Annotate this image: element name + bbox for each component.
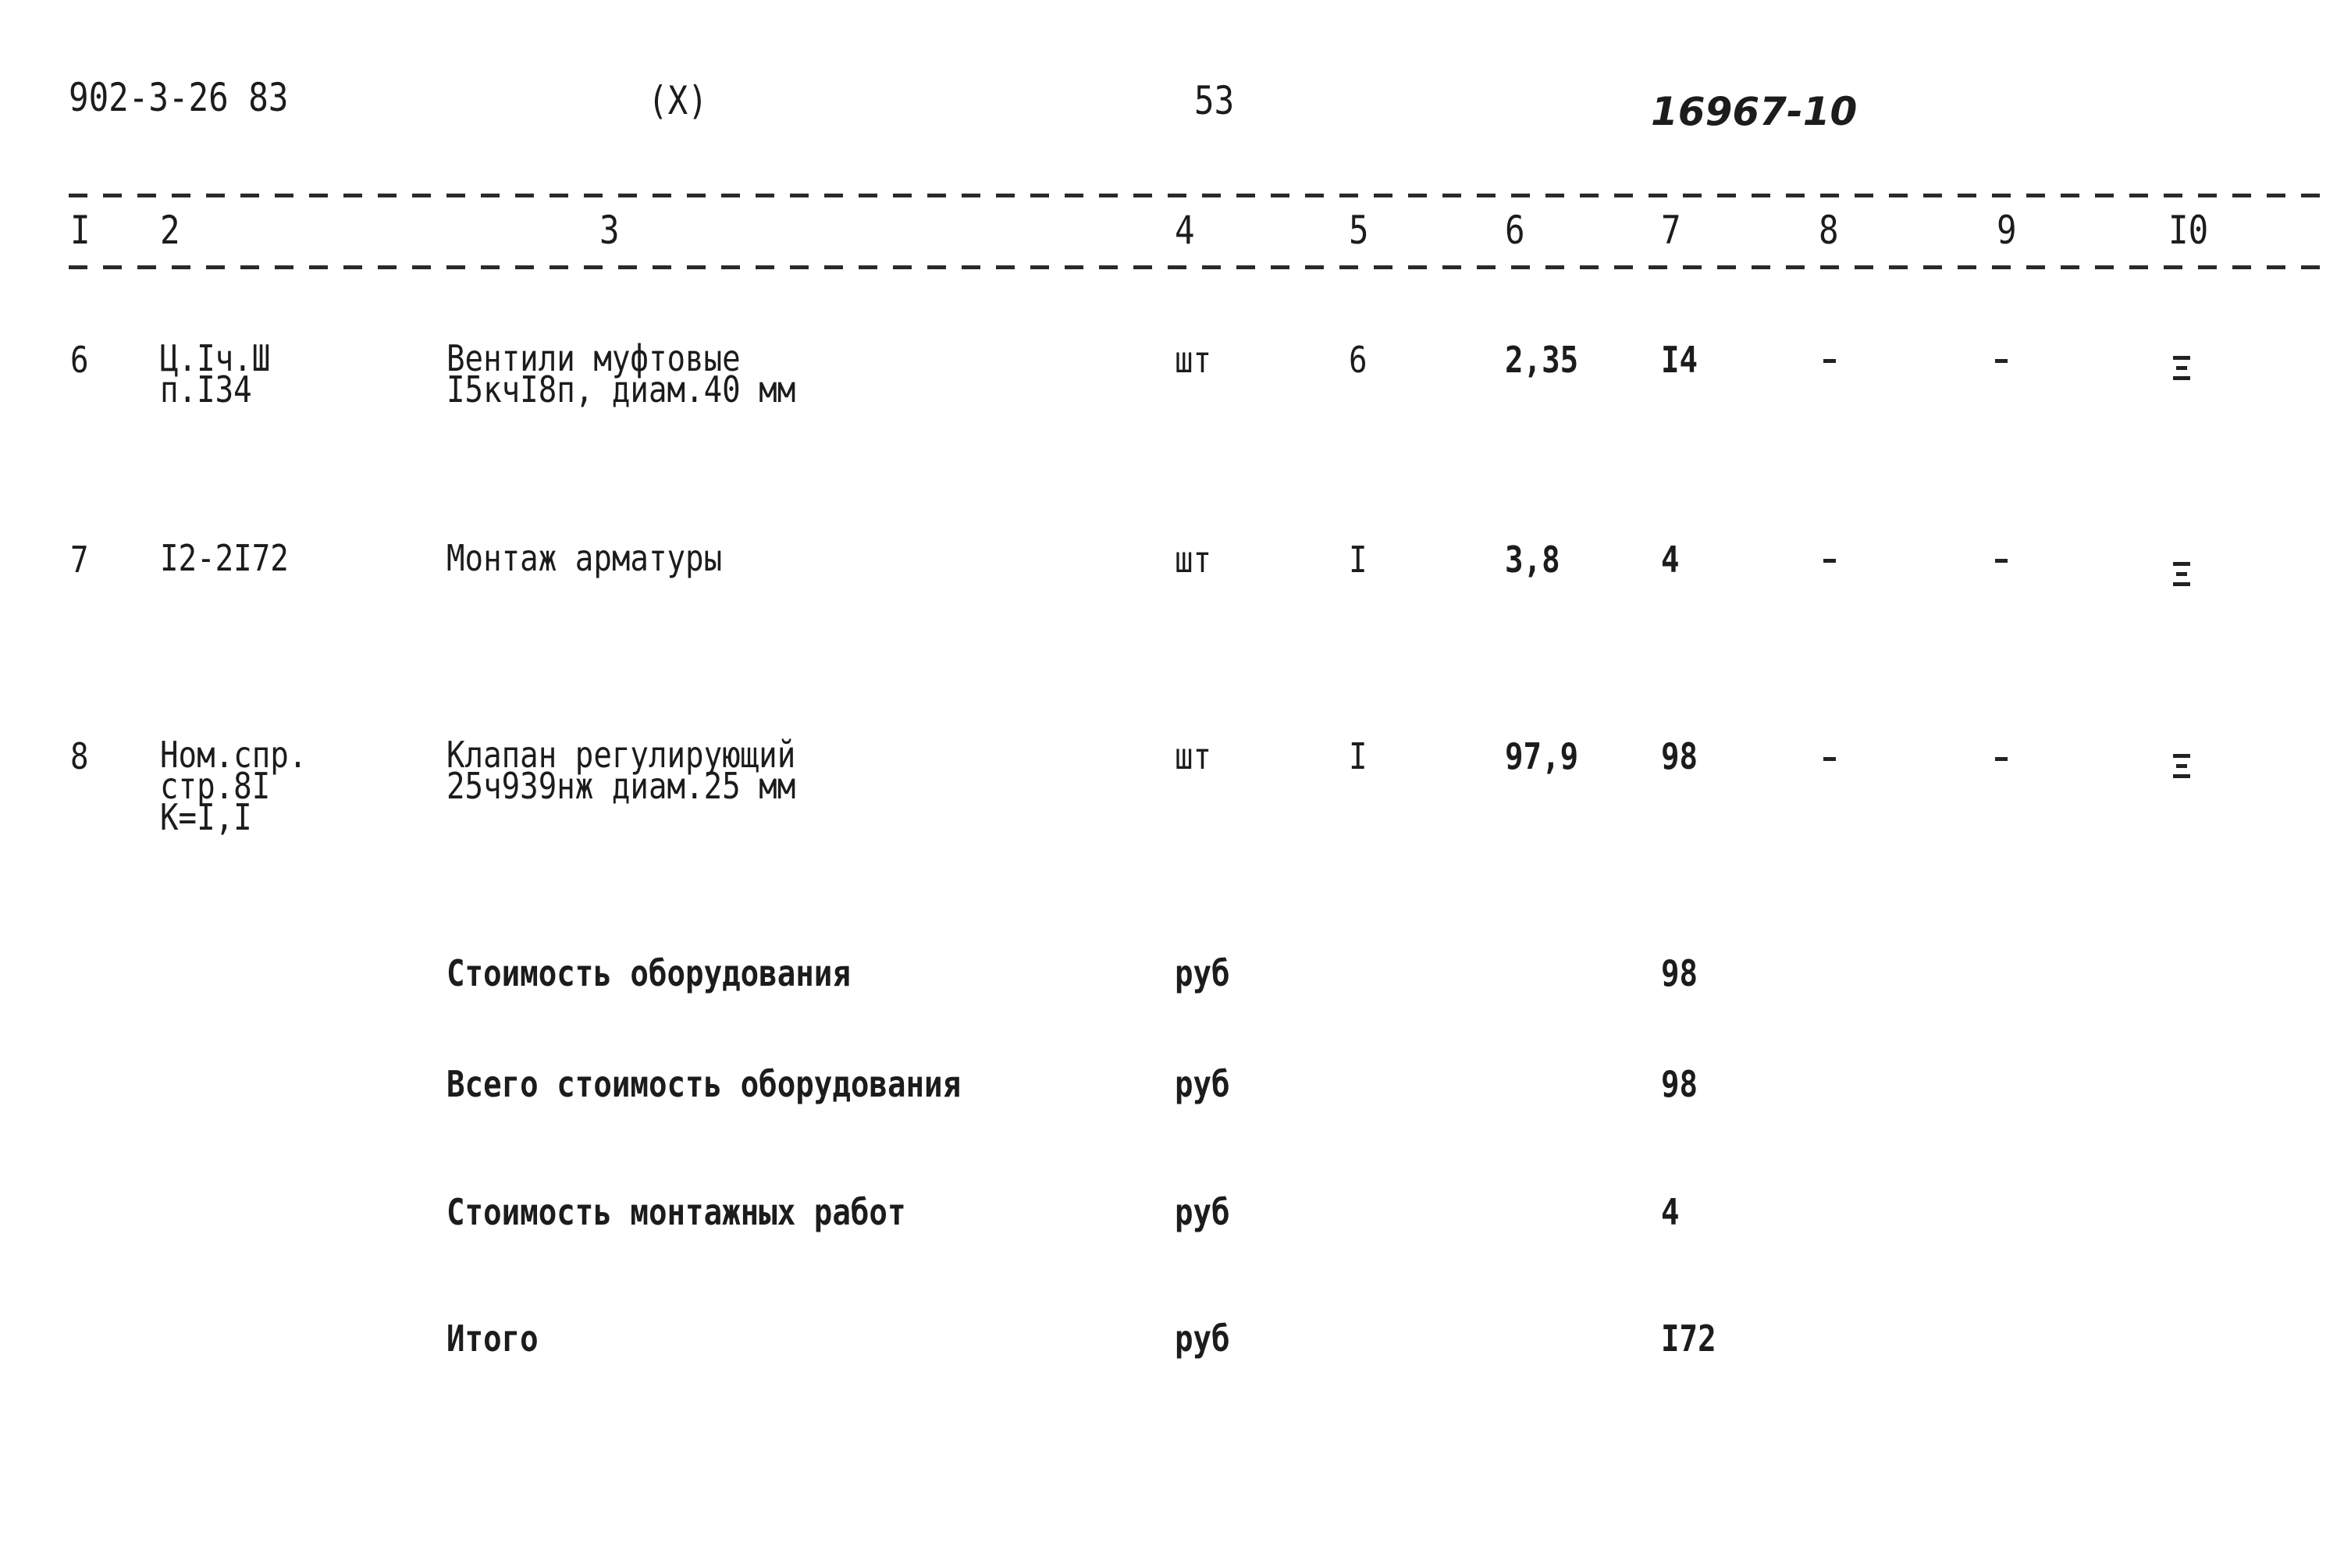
header-bottom-rule [69,265,2324,269]
row-6-number: 6 [70,339,89,381]
row-8-name-line2: 25ч939нж диам.25 мм [446,765,796,807]
row-6-qty: 6 [1349,339,1368,381]
row-6-name-line2: I5кчI8п, диам.40 мм [446,368,796,411]
row-6-code-line2: п.I34 [160,368,252,411]
row-8-total: 98 [1661,735,1698,777]
row-7-total: 4 [1661,539,1680,581]
row-8-unit: шт [1175,735,1212,777]
summary-value-2: 98 [1661,1063,1698,1105]
row-7-unit: шт [1175,539,1212,581]
row-8-code-line1: Ном.спр. [160,734,308,776]
summary-unit-3: руб [1175,1191,1230,1233]
col-header-8: 8 [1819,208,1839,253]
row-7-col8-dash [1823,559,1836,563]
col-header-7: 7 [1661,208,1681,253]
archive-number: 16967-10 [1651,89,1858,134]
summary-value-3: 4 [1661,1191,1680,1233]
row-7-qty: I [1349,539,1368,581]
row-8-price: 97,9 [1505,735,1579,777]
summary-label-1: Стоимость оборудования [446,952,851,994]
summary-label-3: Стоимость монтажных работ [446,1191,906,1233]
row-7-col10-ditto [2173,562,2190,592]
section-label: (X) [648,78,708,123]
col-header-3: 3 [599,208,620,253]
col-header-2: 2 [160,208,180,253]
page-number: 53 [1194,78,1235,123]
summary-label-4: Итого [446,1317,539,1360]
row-6-price: 2,35 [1505,339,1579,381]
row-8-code-line3: К=I,I [160,796,252,838]
row-7-price: 3,8 [1505,539,1560,581]
row-6-unit: шт [1175,339,1212,381]
row-6-col9-dash [1995,359,2008,363]
summary-value-4: I72 [1661,1317,1716,1360]
row-8-col10-ditto [2173,754,2190,784]
col-header-4: 4 [1175,208,1195,253]
row-6-name-line1: Вентили муфтовые [446,337,741,379]
row-8-number: 8 [70,735,89,777]
row-6-col8-dash [1823,359,1836,363]
col-header-1: I [70,208,91,253]
summary-value-1: 98 [1661,952,1698,994]
col-header-9: 9 [1997,208,2017,253]
row-7-number: 7 [70,539,89,581]
col-header-5: 5 [1349,208,1369,253]
row-8-name-line1: Клапан регулирующий [446,734,796,776]
row-7-name-line1: Монтаж арматуры [446,537,723,579]
row-7-col9-dash [1995,559,2008,563]
row-8-col8-dash [1823,757,1836,761]
summary-unit-1: руб [1175,952,1230,994]
row-8-code-line2: стр.8I [160,765,271,807]
summary-unit-4: руб [1175,1317,1230,1360]
row-6-col10-ditto [2173,356,2190,386]
summary-label-2: Всего стоимость оборудования [446,1063,962,1105]
row-8-col9-dash [1995,757,2008,761]
summary-unit-2: руб [1175,1063,1230,1105]
col-header-6: 6 [1505,208,1525,253]
row-6-total: I4 [1661,339,1698,381]
row-6-code-line1: Ц.Iч.Ш [160,337,271,379]
col-header-10: I0 [2168,208,2209,253]
row-7-code-line1: I2-2I72 [160,537,289,579]
row-8-qty: I [1349,735,1368,777]
document-code: 902-3-26 83 [69,75,289,120]
header-top-rule [69,194,2324,197]
